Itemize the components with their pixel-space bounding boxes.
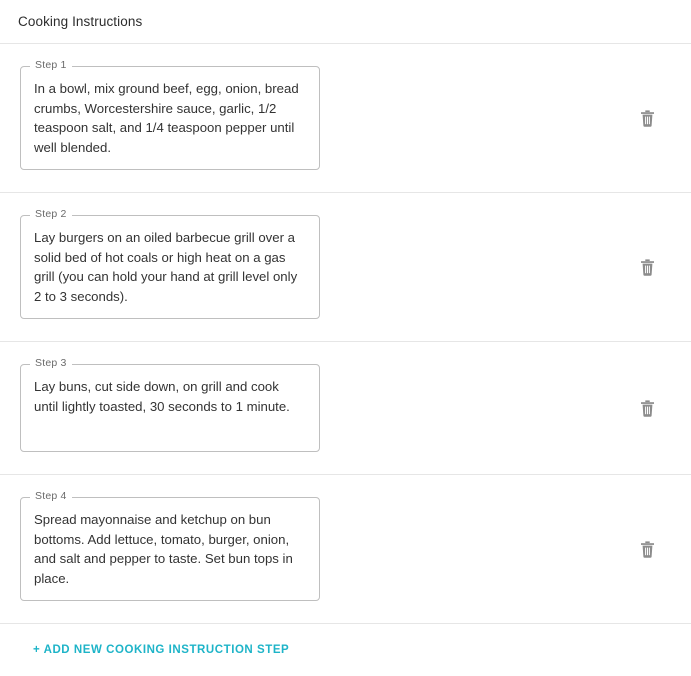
trash-icon[interactable] bbox=[635, 396, 659, 420]
trash-icon-glyph bbox=[640, 400, 655, 417]
step-2-text: Lay burgers on an oiled barbecue grill over a solid bed of hot coals or high heat on a gas grill (you can hold your hand at grill level only 2 to 3 seconds). bbox=[34, 230, 301, 304]
step-2-delete-cell bbox=[627, 255, 667, 279]
step-4-label: Step 4 bbox=[30, 490, 72, 502]
step-3-textarea[interactable] bbox=[20, 364, 320, 452]
cooking-steps-list bbox=[0, 44, 691, 624]
add-step-row bbox=[0, 624, 691, 676]
panel-header bbox=[0, 0, 691, 44]
step-3-text: Lay buns, cut side down, on grill and cook until lightly toasted, 30 seconds to 1 minute. bbox=[34, 379, 290, 414]
step-4-delete-cell bbox=[627, 537, 667, 561]
step-3-label: Step 3 bbox=[30, 357, 72, 369]
list-item bbox=[0, 342, 691, 475]
step-3-field-wrapper bbox=[20, 357, 320, 452]
trash-icon[interactable] bbox=[635, 255, 659, 279]
step-1-field-wrapper bbox=[20, 59, 320, 170]
trash-icon-glyph bbox=[640, 541, 655, 558]
list-item bbox=[0, 475, 691, 624]
step-2-label: Step 2 bbox=[30, 208, 72, 220]
step-1-text: In a bowl, mix ground beef, egg, onion, bread crumbs, Worcestershire sauce, garlic, 1/2 teaspoon salt, and 1/4 teaspoon pepper until well blended. bbox=[34, 81, 303, 155]
trash-icon-glyph bbox=[640, 110, 655, 127]
step-4-textarea[interactable] bbox=[20, 497, 320, 601]
step-2-textarea[interactable] bbox=[20, 215, 320, 319]
step-2-field-wrapper bbox=[20, 208, 320, 319]
step-1-label: Step 1 bbox=[30, 59, 72, 71]
list-item bbox=[0, 44, 691, 193]
step-1-textarea[interactable] bbox=[20, 66, 320, 170]
trash-icon-glyph bbox=[640, 259, 655, 276]
step-3-delete-cell bbox=[627, 396, 667, 420]
trash-icon[interactable] bbox=[635, 106, 659, 130]
step-1-delete-cell bbox=[627, 106, 667, 130]
trash-icon[interactable] bbox=[635, 537, 659, 561]
add-new-cooking-instruction-step-button[interactable]: + ADD NEW COOKING INSTRUCTION STEP bbox=[33, 644, 290, 656]
step-4-field-wrapper bbox=[20, 490, 320, 601]
step-4-text: Spread mayonnaise and ketchup on bun bottoms. Add lettuce, tomato, burger, onion, and salt and pepper to taste. Set bun tops in place. bbox=[34, 512, 297, 586]
page-title: Cooking Instructions bbox=[18, 14, 143, 29]
list-item bbox=[0, 193, 691, 342]
